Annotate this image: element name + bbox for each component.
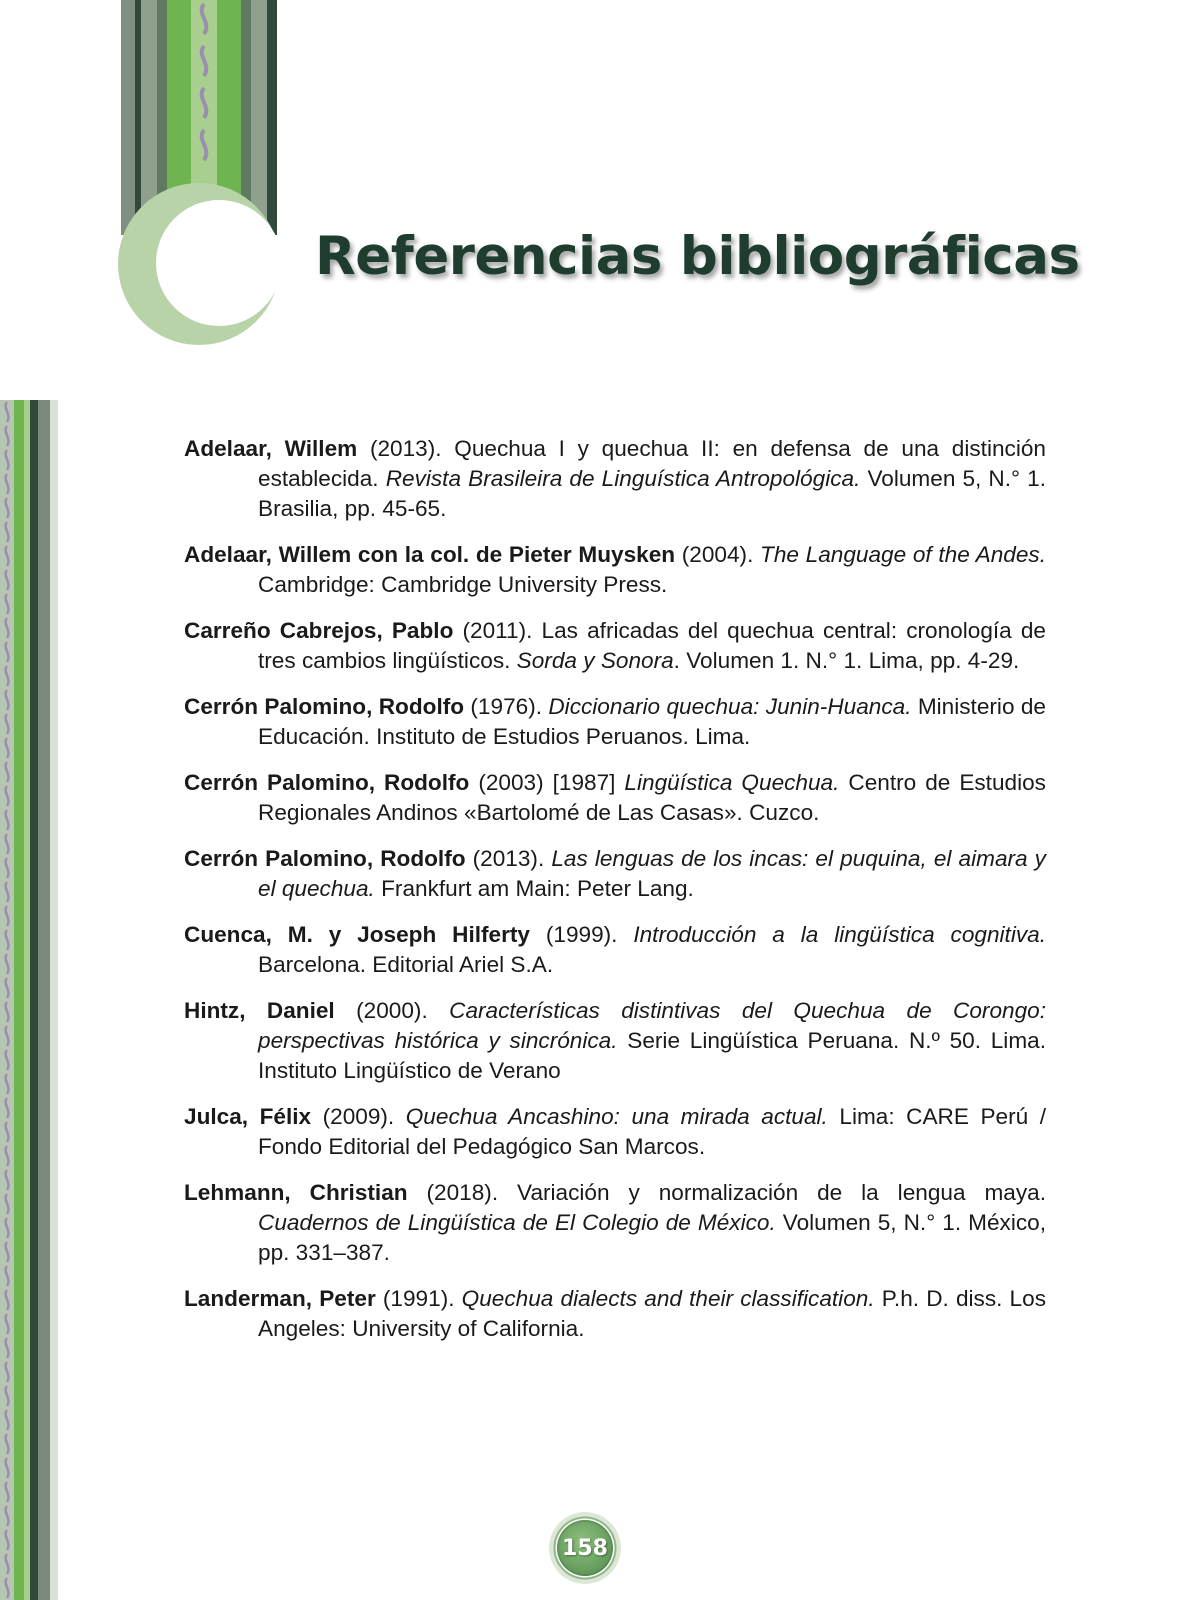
reference-author: Hintz, Daniel — [184, 998, 335, 1023]
reference-work-title: Características distintivas del Quechua de Corongo: perspectivas histórica y sincrónica. — [258, 998, 1046, 1053]
reference-work-title: Diccionario quechua: Junin-Huanca. — [548, 694, 912, 719]
reference-text-post: Volumen 5, N.° 1. México, pp. 331–387. — [258, 1210, 1046, 1265]
reference-author: Lehmann, Christian — [184, 1180, 408, 1205]
reference-work-title: Quechua dialects and their classification. — [461, 1286, 875, 1311]
reference-text-post: . Volumen 1. N.° 1. Lima, pp. 4-29. — [673, 648, 1020, 673]
reference-work-title: Lingüística Quechua. — [624, 770, 840, 795]
reference-entry — [184, 616, 1046, 676]
reference-text-pre: (1976). — [464, 694, 549, 719]
reference-author: Cerrón Palomino, Rodolfo — [184, 770, 470, 795]
reference-text-pre: (2011). Las africadas del quechua central: cronología de tres cambios lingüísticos. — [258, 618, 1046, 673]
reference-work-title: Cuadernos de Lingüística de El Colegio de México. — [258, 1210, 776, 1235]
reference-text-pre: (2004). — [675, 542, 761, 567]
reference-text-post: Frankfurt am Main: Peter Lang. — [374, 876, 694, 901]
reference-text-post: Ministerio de Educación. Instituto de Estudios Peruanos. Lima. — [258, 694, 1046, 749]
reference-entry — [184, 434, 1046, 524]
reference-entry — [184, 1102, 1046, 1162]
reference-text-pre: (2009). — [311, 1104, 406, 1129]
reference-work-title: Sorda y Sonora — [516, 648, 674, 673]
reference-text-pre: (2003) [1987] — [469, 770, 625, 795]
reference-author: Cerrón Palomino, Rodolfo — [184, 846, 466, 871]
reference-text-post: Barcelona. Editorial Ariel S.A. — [258, 952, 554, 977]
reference-entry — [184, 920, 1046, 980]
reference-entry — [184, 1178, 1046, 1268]
left-chain-pattern-icon — [0, 400, 14, 1600]
page-number-badge — [549, 1512, 621, 1584]
reference-work-title: Revista Brasileira de Linguística Antropológica. — [385, 466, 861, 491]
reference-author: Carreño Cabrejos, Pablo — [184, 618, 454, 643]
page-number: 158 — [562, 1535, 608, 1561]
reference-text-post: Serie Lingüística Peruana. N.º 50. Lima. Instituto Lingüístico de Verano — [258, 1028, 1046, 1083]
reference-entry — [184, 768, 1046, 828]
reference-text-post: P.h. D. diss. Los Angeles: University of California. — [258, 1286, 1046, 1341]
reference-entry — [184, 844, 1046, 904]
references-list — [184, 434, 1046, 1360]
reference-entry — [184, 1284, 1046, 1344]
reference-author: Adelaar, Willem con la col. de Pieter Muysken — [184, 542, 676, 567]
reference-entry — [184, 540, 1046, 600]
reference-text-pre: (2013). — [465, 846, 552, 871]
reference-author: Julca, Félix — [184, 1104, 312, 1129]
reference-author: Adelaar, Willem — [184, 436, 358, 461]
reference-work-title: The Language of the Andes. — [760, 542, 1046, 567]
reference-text-post: Cambridge: Cambridge University Press. — [258, 572, 668, 597]
reference-text-pre: (2018). Variación y normalización de la lengua maya. — [407, 1180, 1046, 1205]
reference-text-pre: (2013). Quechua I y quechua II: en defensa de una distinción establecida. — [258, 436, 1046, 491]
reference-text-pre: (1991). — [375, 1286, 462, 1311]
reference-text-post: Volumen 5, N.° 1. Brasilia, pp. 45-65. — [258, 466, 1047, 521]
decorative-circle-inner — [156, 200, 282, 326]
reference-entry — [184, 692, 1046, 752]
reference-author: Cuenca, M. y Joseph Hilferty — [184, 922, 530, 947]
reference-text-post: Centro de Estudios Regionales Andinos «Bartolomé de Las Casas». Cuzco. — [258, 770, 1046, 825]
page-title: Referencias bibliográficas — [315, 226, 1080, 287]
reference-work-title: Quechua Ancashino: una mirada actual. — [405, 1104, 828, 1129]
reference-text-pre: (2000). — [334, 998, 450, 1023]
reference-text-post: Lima: CARE Perú / Fondo Editorial del Pedagógico San Marcos. — [258, 1104, 1046, 1159]
reference-author: Landerman, Peter — [184, 1286, 376, 1311]
reference-entry — [184, 996, 1046, 1086]
chain-pattern-icon — [194, 0, 214, 180]
reference-author: Cerrón Palomino, Rodolfo — [184, 694, 465, 719]
reference-work-title: Las lenguas de los incas: el puquina, el aimara y el quechua. — [258, 846, 1046, 901]
reference-text-pre: (1999). — [530, 922, 634, 947]
reference-work-title: Introducción a la lingüística cognitiva. — [633, 922, 1046, 947]
